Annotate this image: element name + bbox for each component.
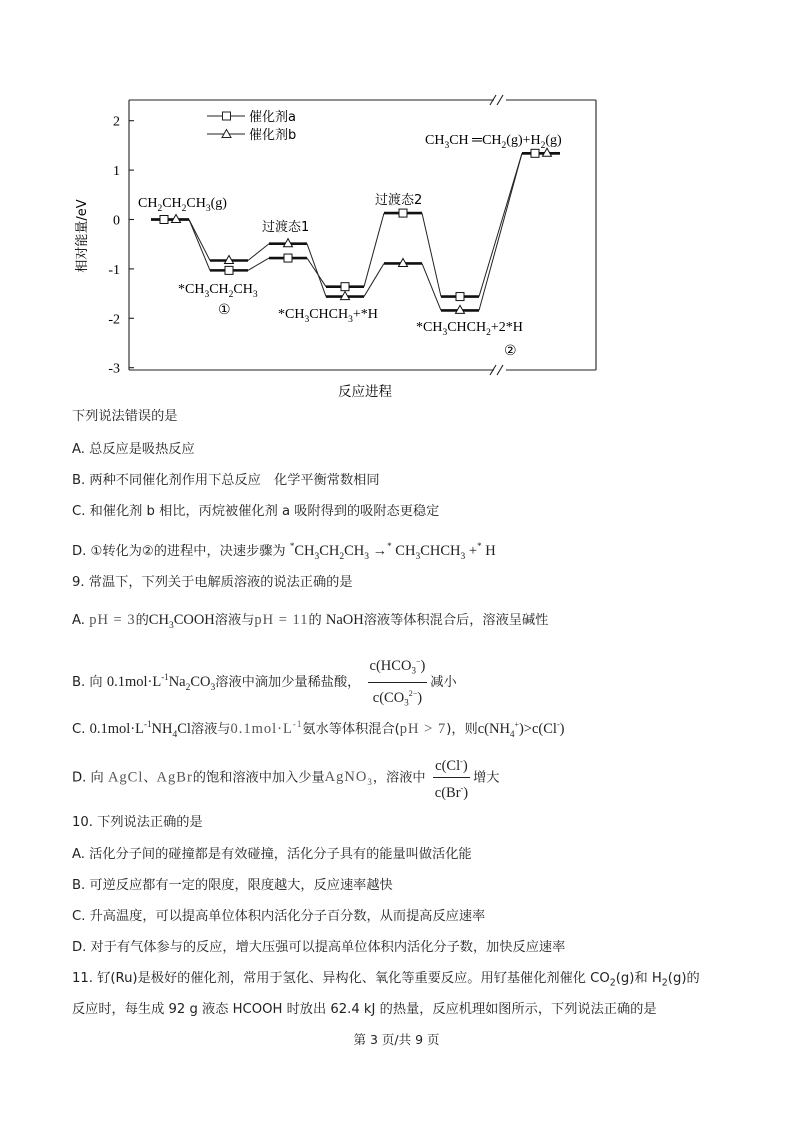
energy-connector-b bbox=[479, 153, 522, 310]
q10-option-d: D. 对于有气体参与的反应，增大压强可以提高单位体积内活化分子数，加快反应速率 bbox=[72, 940, 566, 955]
q9-b-numerator: $c(HCO_3^-)$ bbox=[368, 652, 428, 683]
y-axis-ticks bbox=[108, 115, 134, 377]
q9-c-text1: 溶液与 bbox=[190, 721, 231, 737]
energy-connector-b bbox=[248, 244, 269, 261]
q9-a-text2: 溶液与 bbox=[214, 613, 255, 628]
y-tick-label: -2 bbox=[108, 312, 120, 328]
energy-connector-a bbox=[307, 258, 326, 287]
q8-option-d-equation: $^*CH_3CH_2CH_3 \to^*$ $CH_3CHCH_3 +^*$ H bbox=[289, 541, 496, 562]
y-tick-label: -1 bbox=[108, 262, 120, 278]
y-tick-label: 2 bbox=[113, 114, 120, 130]
q9-a-label: A. bbox=[72, 613, 85, 628]
q11-line1: 11. 钌(Ru)是极好的催化剂，常用于氢化、异构化、氧化等重要反应。用钌基催化剂催化 $CO_2(g)$和 $H_2(g)$的 bbox=[72, 971, 700, 989]
square-marker bbox=[399, 209, 407, 217]
q9-stem: 9. 常温下，下列关于电解质溶液的说法正确的是 bbox=[72, 575, 353, 590]
energy-connector-b bbox=[307, 244, 326, 297]
q8-option-a: A. 总反应是吸热反应 bbox=[72, 442, 195, 457]
q9-a-ph1: pH = 3 bbox=[89, 612, 136, 628]
label-ts1: 过渡态1 bbox=[262, 220, 310, 235]
q9-a-text1: 的 bbox=[135, 613, 149, 628]
q8-stem: 下列说法错误的是 bbox=[72, 409, 178, 424]
q10-option-b: B. 可逆反应都有一定的限度，限度越大，反应速率越快 bbox=[72, 878, 393, 893]
q9-c-ph: pH > 7 bbox=[399, 720, 447, 737]
q9-c-label: C. bbox=[72, 721, 86, 737]
label-ts2: 过渡态2 bbox=[375, 193, 423, 208]
q9-option-a bbox=[72, 611, 548, 635]
energy-connector-b bbox=[189, 220, 210, 261]
q9-a-base: NaOH bbox=[325, 612, 364, 628]
legend-marker-square bbox=[223, 112, 231, 120]
q9-b-text2: 减小 bbox=[430, 675, 457, 691]
y-tick-label: 1 bbox=[113, 164, 120, 180]
q9-d-separator: 、 bbox=[143, 770, 157, 786]
square-marker bbox=[341, 283, 349, 291]
q9-d-label: D. 向 bbox=[72, 770, 104, 786]
q8-option-d-text: D. ①转化为②的进程中，决速步骤为 bbox=[72, 543, 286, 559]
q9-option-d bbox=[72, 752, 500, 801]
q9-a-acid: $CH_3COOH$ bbox=[148, 612, 215, 631]
q8-option-c: C. 和催化剂 b 相比，丙烷被催化剂 a 吸附得到的吸附态更稳定 bbox=[72, 504, 440, 519]
q9-a-ph2: pH = 11 bbox=[254, 612, 309, 628]
q9-c-text2: 氨水等体积混合( bbox=[302, 721, 400, 737]
page-footer: 第 3 页/共 9 页 bbox=[353, 1032, 440, 1047]
q9-d-numerator: c(Cl-) bbox=[433, 752, 470, 778]
energy-connector-a bbox=[422, 213, 441, 296]
square-marker bbox=[284, 254, 292, 262]
legend-label-a: 催化剂a bbox=[249, 110, 296, 125]
q9-a-text4: 溶液等体积混合后，溶液呈碱性 bbox=[363, 613, 549, 628]
q11-line2: 反应时，每生成 92 g 液态 HCOOH 时放出 62.4 kJ 的热量，反应机理如图所示，下列说法正确的是 bbox=[72, 1002, 657, 1017]
q9-d-denominator: c(Br-) bbox=[434, 783, 469, 801]
q9-b-denominator: $c(CO_3^{2-})$ bbox=[372, 688, 423, 708]
q9-b-fraction bbox=[368, 652, 428, 712]
q9-d-text3: 增大 bbox=[473, 770, 500, 786]
legend-label-b: 催化剂b bbox=[249, 128, 297, 143]
q9-d-fraction bbox=[433, 752, 470, 803]
square-marker bbox=[456, 293, 464, 301]
q9-a-text3: 的 bbox=[308, 613, 322, 628]
q9-option-b bbox=[72, 652, 457, 708]
q10-option-a: A. 活化分子间的碰撞都是有效碰撞，活化分子具有的能量叫做活化能 bbox=[72, 847, 472, 862]
q9-d-salt1: AgCl bbox=[107, 769, 144, 786]
energy-connector-a bbox=[479, 153, 522, 296]
q9-d-salt3: AgNO$_3$ bbox=[324, 769, 373, 788]
q8-option-d bbox=[72, 537, 496, 566]
energy-connector-b bbox=[422, 263, 441, 310]
q8-option-b: B. 两种不同催化剂作用下总反应 化学平衡常数相同 bbox=[72, 473, 380, 488]
label-int1-mark: ① bbox=[218, 302, 231, 318]
y-tick-label: -3 bbox=[108, 361, 120, 377]
q9-b-conc: $0.1mol\cdot L^{-1}Na_2CO_3$ bbox=[106, 672, 216, 694]
square-marker bbox=[225, 266, 233, 274]
square-marker bbox=[160, 216, 168, 224]
q9-c-text3: )，则 bbox=[446, 721, 478, 737]
q9-b-text1: 溶液中滴加少量稀盐酸， bbox=[215, 675, 361, 691]
label-reactant: $CH_2CH_2CH_3(g)$ bbox=[138, 196, 227, 214]
q10-stem: 10. 下列说法正确的是 bbox=[72, 815, 203, 830]
q9-b-label: B. 向 bbox=[72, 675, 103, 691]
q9-option-c bbox=[72, 715, 564, 744]
q9-d-salt2: AgBr bbox=[156, 769, 193, 786]
q10-option-c: C. 升高温度，可以提高单位体积内活化分子百分数，从而提高反应速率 bbox=[72, 909, 486, 924]
x-axis-label: 反应进程 bbox=[338, 384, 392, 400]
label-int1: $*CH_3CH_2CH_3$ bbox=[178, 282, 258, 300]
label-int3: $*CH_3CHCH_2+2*H$ bbox=[416, 320, 523, 338]
label-product: $CH_3CH$ $═CH_2(g)+H_2(g)$ bbox=[425, 133, 562, 151]
q9-d-text1: 的饱和溶液中加入少量 bbox=[192, 770, 325, 786]
label-int3-mark: ② bbox=[504, 343, 517, 359]
q9-c-conc: $0.1mol\cdot L^{-1}NH_4Cl$ bbox=[89, 719, 191, 740]
y-axis-label: 相对能量/eV bbox=[75, 199, 90, 273]
energy-connector-b bbox=[364, 263, 384, 296]
energy-connector-a bbox=[364, 213, 384, 287]
energy-connector-a bbox=[248, 258, 269, 270]
energy-connector-a bbox=[189, 220, 210, 271]
y-tick-label: 0 bbox=[113, 213, 120, 229]
energy-diagram bbox=[0, 0, 793, 405]
legend bbox=[207, 109, 296, 143]
label-int2: $*CH_3CHCH_3+*H$ bbox=[278, 307, 378, 325]
square-marker bbox=[531, 149, 539, 157]
q9-c-relation: $c(NH_4^+)>c(Cl^-)$ bbox=[477, 720, 565, 739]
q9-d-text2: ，溶液中 bbox=[372, 770, 426, 786]
q9-c-conc2: $0.1mol\cdot L^{-1}$ bbox=[230, 719, 303, 737]
